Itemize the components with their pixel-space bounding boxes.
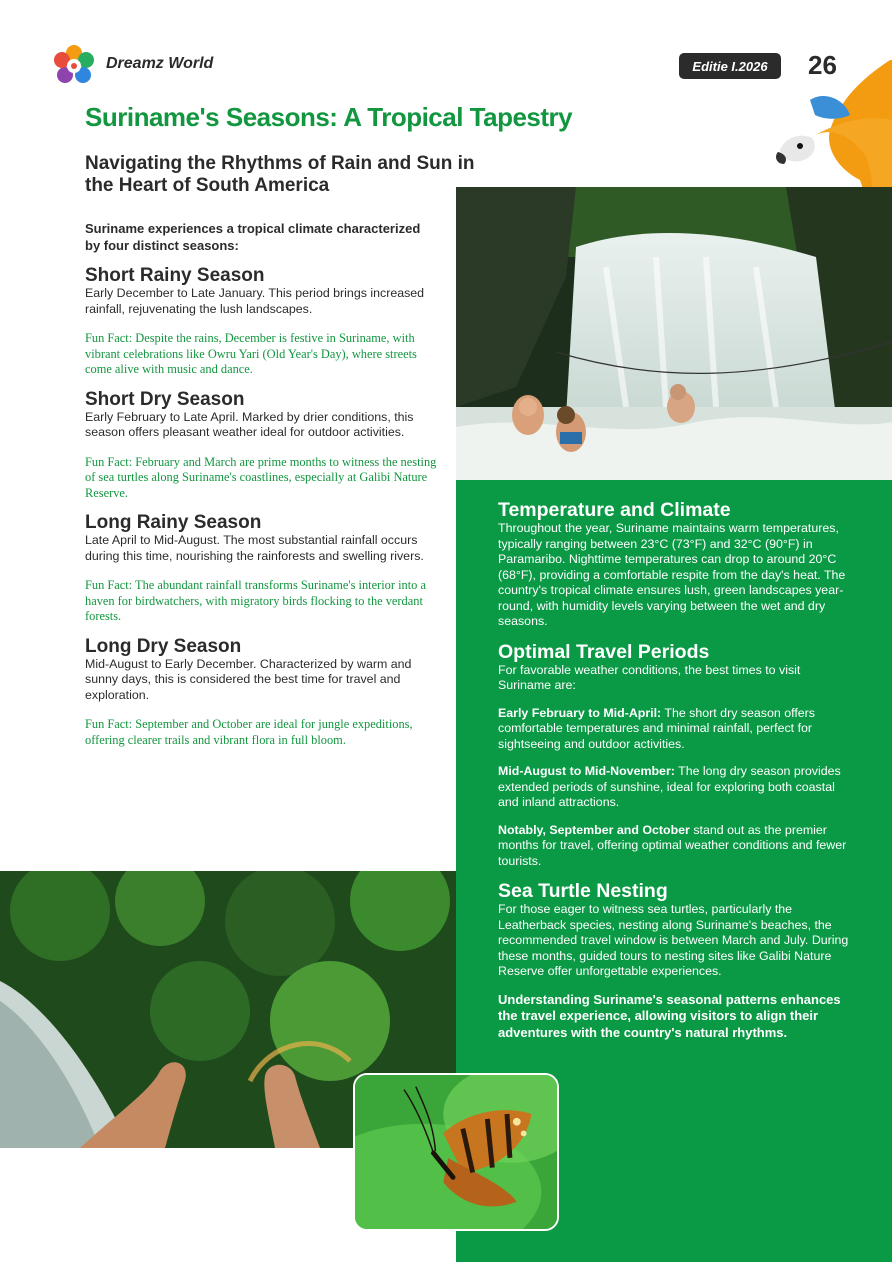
season-block (85, 513, 437, 625)
page-subtitle: Navigating the Rhythms of Rain and Sun in the Heart of South America (85, 153, 475, 196)
temperature-body: Throughout the year, Suriname maintains warm temperatures, typically ranging between 23°C (73°F) and 32°C (90°F) in Paramaribo. Nighttime temperatures can drop to around 20°C (68°F), providing a comfortable respite from the day's heat. The country's tropical climate ensures lush, green landscapes year-round, with humidity levels varying between the wet and dry seasons. (498, 521, 846, 628)
travel-period (498, 823, 850, 870)
season-fun-fact: Fun Fact: Despite the rains, December is festive in Suriname, with vibrant celebrations like Owru Yari (Old Year's Day), where streets come alive with music and dance. (85, 331, 417, 376)
season-block (85, 266, 437, 378)
season-description: Late April to Mid-August. The most substantial rainfall occurs during this time, nourishing the rainforests and swelling rivers. (85, 533, 424, 563)
travel-intro: For favorable weather conditions, the best times to visit Suriname are: (498, 662, 801, 692)
travel-period-label: Notably, September and October (498, 822, 690, 837)
seasons-intro: Suriname experiences a tropical climate characterized by four distinct seasons: (85, 221, 421, 253)
brand-logo-icon (52, 44, 96, 88)
travel-period-label: Mid-August to Mid-November: (498, 764, 675, 778)
edition-badge: Editie I.2026 (679, 53, 781, 79)
turtle-body: For those eager to witness sea turtles, particularly the Leatherback species, nesting along Suriname's beaches, the recommended travel window is between March and July. During these months, guided tours to nesting sites like Galibi Nature Reserve offer unforgettable experiences. (498, 902, 849, 978)
butterfly-image (353, 1073, 559, 1231)
travel-period-text: The short dry season offers comfortable temperatures and minimal rainfall, perfect for sightseeing and outdoor activities. (498, 705, 815, 751)
season-block (85, 637, 437, 749)
season-fun-fact: Fun Fact: February and March are prime months to witness the nesting of sea turtles along Suriname's coastlines, especially at Galibi Nature Reserve. (85, 454, 437, 500)
season-heading: Short Rainy Season (85, 265, 265, 286)
waterfall-swimmers-image (456, 187, 892, 480)
travel-period-text: The long dry season provides extended periods of sunshine, ideal for exploring both coastal and inland attractions. (498, 764, 841, 809)
season-block (85, 390, 437, 502)
season-description: Mid-August to Early December. Characterized by warm and sunny days, this is considered the best time for travel and exploration. (85, 656, 412, 702)
season-fun-fact: Fun Fact: September and October are ideal for jungle expeditions, offering clearer trails and vibrant flora in full bloom. (85, 717, 413, 747)
turtle-heading: Sea Turtle Nesting (498, 880, 668, 902)
season-description: Early February to Late April. Marked by drier conditions, this season offers pleasant weather ideal for outdoor activities. (85, 409, 414, 439)
seasons-column (85, 220, 437, 760)
season-fun-fact: Fun Fact: The abundant rainfall transforms Suriname's interior into a haven for birdwatchers, with migratory birds flocking to the verdant forests. (85, 578, 426, 623)
page-number: 26 (808, 50, 837, 80)
season-description: Early December to Late January. This period brings increased rainfall, rejuvenating the lush landscapes. (85, 286, 425, 316)
travel-period (498, 706, 850, 753)
climate-travel-column (498, 500, 850, 1041)
season-heading: Long Dry Season (85, 635, 242, 657)
travel-period (498, 764, 850, 811)
season-heading: Short Dry Season (85, 388, 245, 410)
closing-statement: Understanding Suriname's seasonal patterns enhances the travel experience, allowing visitors to align their adventures with the country's natural rhythms. (498, 991, 841, 1040)
brand-name: Dreamz World (106, 55, 214, 72)
travel-heading: Optimal Travel Periods (498, 640, 710, 663)
temperature-heading: Temperature and Climate (498, 499, 731, 521)
page-title: Suriname's Seasons: A Tropical Tapestry (85, 102, 573, 132)
travel-period-text: stand out as the premier months for travel, offering optimal weather conditions and fewer tourists. (498, 822, 847, 868)
butterfly-graphic (355, 1075, 557, 1229)
travel-period-label: Early February to Mid-April: (498, 705, 662, 720)
season-heading: Long Rainy Season (85, 512, 262, 533)
